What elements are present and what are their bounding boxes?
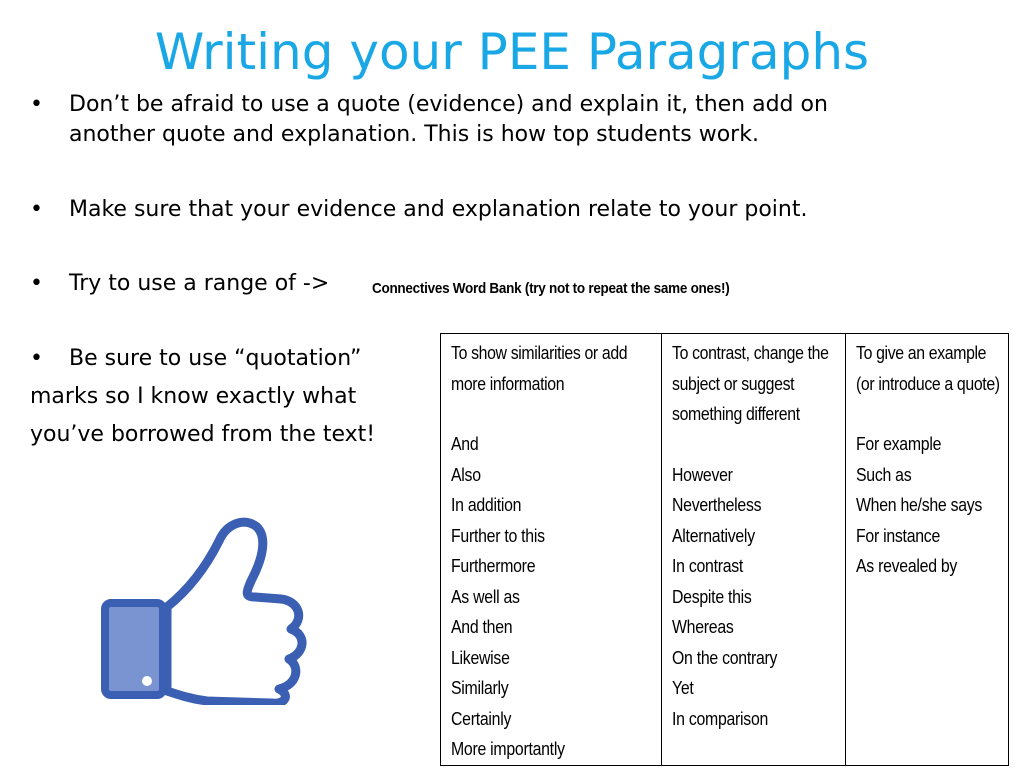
connective-word: More importantly [451, 739, 565, 759]
column-heading: To contrast, change the subject or suggest something different [672, 343, 829, 424]
connective-word: Alternatively [672, 525, 755, 546]
connective-word: In contrast [672, 556, 744, 576]
thumb-cuff [105, 603, 163, 695]
connective-word: Whereas [672, 617, 734, 637]
bullet-marker: • [30, 92, 43, 117]
connective-word: When he/she says [856, 495, 983, 515]
bullet-marker: • [30, 346, 43, 371]
connective-word: Yet [672, 678, 694, 698]
connective-word: As well as [451, 586, 520, 607]
connectives-word-bank-table [440, 333, 1009, 766]
column-contrast [662, 334, 846, 766]
column-similarities [441, 334, 662, 766]
connective-word: For instance [856, 525, 940, 546]
column-heading: To give an example (or introduce a quote) [856, 343, 1000, 394]
connective-word: For example [856, 434, 942, 454]
bullet-text: Make sure that your evidence and explanation relate to your point. [69, 197, 808, 222]
connective-word: Certainly [451, 708, 512, 729]
cuff-button [142, 676, 152, 686]
column-heading: To show similarities or add more information [451, 343, 628, 394]
connective-word: Similarly [451, 678, 509, 698]
connective-word: However [672, 464, 733, 485]
bullet-text: Try to use a range of -> [69, 271, 330, 296]
connective-word: Further to this [451, 525, 545, 546]
bullet-continuation-2: you’ve borrowed from the text! [30, 422, 376, 447]
connective-word: And [451, 434, 479, 454]
thumb-hand-outline [167, 522, 302, 703]
slide-title: Writing your PEE Paragraphs [154, 23, 870, 81]
connective-word: Also [451, 464, 481, 485]
connective-word: Likewise [451, 647, 510, 668]
connective-word: Such as [856, 464, 912, 485]
connective-word: In comparison [672, 708, 769, 729]
connective-word: Furthermore [451, 556, 536, 576]
bullet-text-line-1: Don’t be afraid to use a quote (evidence) and explain it, then add on [69, 92, 828, 117]
word-bank-caption: Connectives Word Bank (try not to repeat the same ones!) [372, 280, 730, 297]
bullet-text: Be sure to use “quotation” [69, 346, 362, 371]
bullet-marker: • [30, 271, 43, 296]
connective-word: And then [451, 617, 513, 637]
connective-word: As revealed by [856, 556, 958, 576]
bullet-continuation-1: marks so I know exactly what [30, 384, 357, 409]
bullet-marker: • [30, 197, 43, 222]
bullet-text-line-2: another quote and explanation. This is how top students work. [69, 122, 759, 147]
connective-word: Nevertheless [672, 495, 762, 515]
connective-word: Despite this [672, 586, 752, 607]
connective-word: On the contrary [672, 647, 778, 668]
connective-word: In addition [451, 495, 522, 515]
thumbs-up-icon [95, 505, 310, 705]
column-example [846, 334, 1009, 766]
